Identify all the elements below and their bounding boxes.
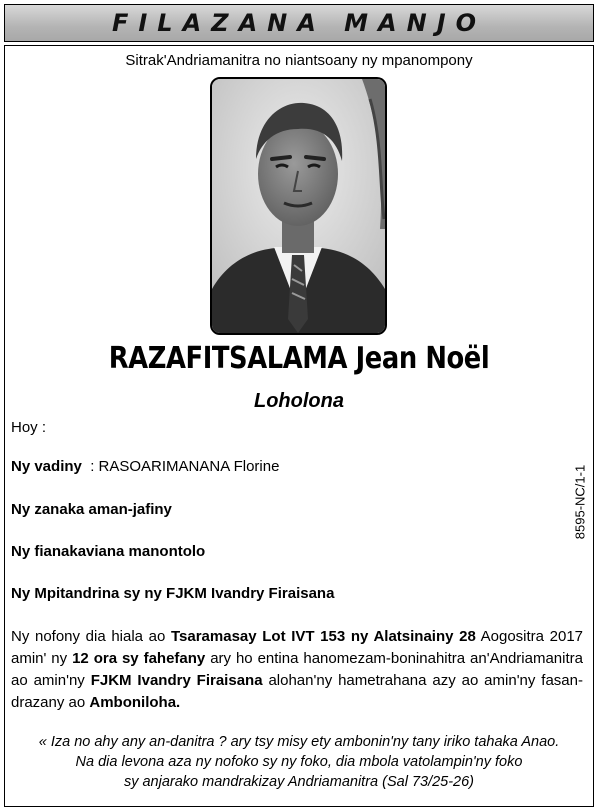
portrait-photo bbox=[210, 77, 387, 335]
notice-frame bbox=[4, 45, 594, 807]
notice-text-3: ary ho entina hanomezam-boninahitra an'Andriamanitra ao amin'ny bbox=[11, 650, 583, 689]
banner-title: FILAZANA MANJO bbox=[111, 9, 487, 37]
intro-line: Sitrak'Andriamanitra no niantsoany ny mpanompony bbox=[125, 52, 473, 69]
funeral-notice bbox=[11, 626, 583, 714]
side-code-text: 8595-NC/1-1 bbox=[572, 464, 588, 540]
church-label: Ny Mpitandrina sy ny FJKM Ivandry Firaisana bbox=[11, 585, 335, 602]
notice-time: 12 ora sy fahefany bbox=[72, 650, 206, 667]
children-label: Ny zanaka aman-jafiny bbox=[11, 501, 172, 518]
hoy-label: Hoy : bbox=[11, 419, 47, 436]
spouse-name: : RASOARIMANANA Florine bbox=[81, 458, 280, 475]
relative-spouse bbox=[11, 458, 279, 475]
verse-line-3: sy anjarako mandrakizay Andriamanitra (Sal 73/25-26) bbox=[123, 774, 475, 790]
notice-text-1: Ny nofony dia hiala ao bbox=[11, 628, 171, 645]
relative-family bbox=[11, 543, 205, 560]
notice-text-4: alohan'ny hametrahana azy ao amin'ny fasan-drazany ao bbox=[11, 672, 583, 711]
notice-location: Tsaramasay Lot IVT 153 ny Alatsinainy 28 bbox=[170, 628, 476, 645]
portrait-illustration bbox=[212, 79, 385, 333]
family-label: Ny fianakaviana manontolo bbox=[11, 543, 206, 560]
notice-burial-place: Amboniloha. bbox=[89, 694, 181, 711]
side-reference-code bbox=[573, 452, 587, 552]
deceased-name: RAZAFITSALAMA Jean Noël bbox=[108, 341, 490, 376]
relative-children bbox=[11, 501, 172, 518]
verse-line-1: « Iza no ahy any an-danitra ? ary tsy misy ety ambonin'ny tany iriko tahaka Anao. bbox=[38, 734, 560, 750]
verse-line-2: Na dia levona aza ny nofoko sy ny foko, dia mbola vatolampin'ny foko bbox=[75, 754, 523, 770]
notice-church: FJKM Ivandry Firaisana bbox=[90, 672, 263, 689]
notice-text-2: Aogositra 2017 amin' ny bbox=[11, 628, 584, 667]
deceased-role: Loholona bbox=[254, 390, 344, 412]
relative-church bbox=[11, 585, 334, 602]
spouse-label: Ny vadiny bbox=[11, 458, 82, 475]
bible-verse bbox=[5, 732, 593, 792]
header-banner bbox=[4, 4, 594, 42]
